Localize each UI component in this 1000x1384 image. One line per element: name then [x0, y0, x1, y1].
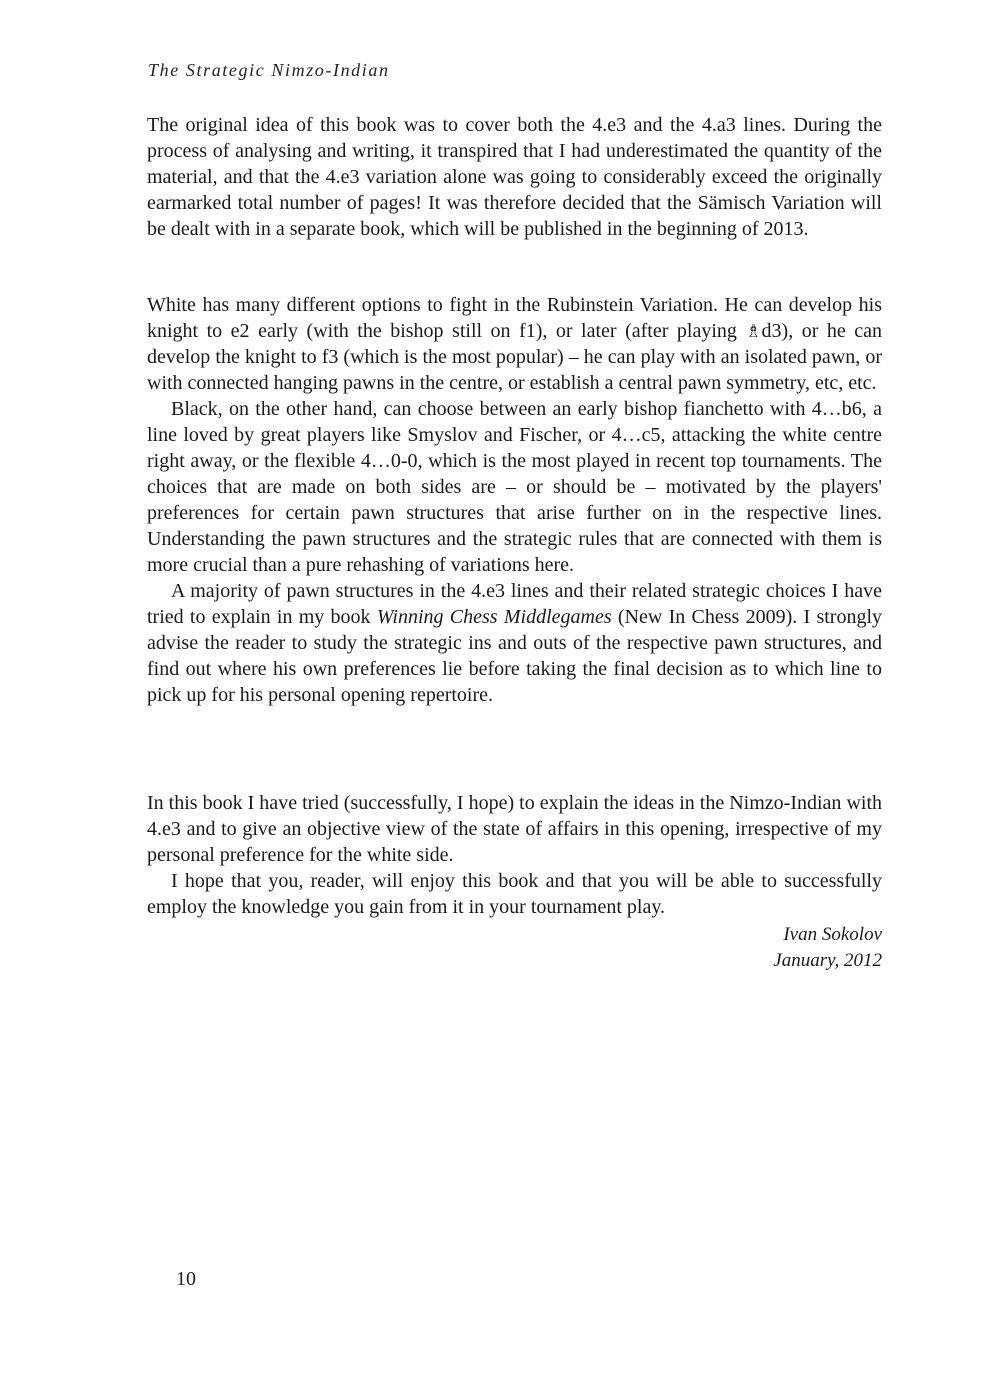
paragraph-book-aim: In this book I have tried (successfully, I hope) to explain the ideas in the Nimzo-Indian with 4.e3 and to give an objective view of the state of affairs in this opening, irrespective of my personal preference for the white side.	[147, 792, 882, 866]
bishop-icon: ♗	[745, 321, 762, 342]
signature-block	[773, 922, 882, 974]
paragraph-text: (New In Chess 2009). I strongly advise the reader to study the strategic ins and outs of the respective pawn structures, and find out where his own preferences lie before taking the final decision as to which line to pick up for his personal opening repertoire.	[147, 606, 883, 706]
paragraph-text: d3), or he can develop the knight to f3 (which is the most popular) – he can play with an isolated pawn, or with connected hanging pawns in the centre, or establish a central pawn symmetry, etc, etc.	[147, 320, 882, 394]
paragraph-book-scope: The original idea of this book was to cover both the 4.e3 and the 4.a3 lines. During the process of analysing and writing, it transpired that I had underestimated the quantity of the material, and that the 4.e3 variation alone was going to considerably exceed the originally earmarked total number of pages! It was therefore decided that the Sämisch Variation will be dealt with in a separate book, which will be published in the beginning of 2013.	[147, 114, 882, 240]
paragraph-text: White has many different options to fight in the Rubinstein Variation. He can develop his knight to e2 early (with the bishop still on f1), or later (after playing	[147, 294, 882, 342]
signature-date: January, 2012	[773, 950, 882, 971]
running-header: The Strategic Nimzo-Indian	[148, 60, 390, 80]
book-title: Winning Chess Middlegames	[376, 606, 612, 628]
paragraph-text: A majority of pawn structures in the 4.e3 lines and their related strategic choices I have tried to explain in my book	[147, 580, 882, 628]
paragraph-white-options	[147, 292, 882, 396]
closing-section	[147, 790, 882, 920]
paragraph-black-options: Black, on the other hand, can choose between an early bishop fianchetto with 4…b6, a line loved by great players like Smyslov and Fischer, or 4…c5, attacking the white centre right away, or the flexible 4…0-0, which is the most played in recent top tournaments. The choices that are made on both sides are – or should be – motivated by the players' preferences for certain pawn structures that arise further on in the respective lines. Understanding the pawn structures and the strategic rules that are connected with them is more crucial than a pure rehashing of variations here.	[147, 398, 882, 576]
intro-section	[147, 112, 882, 242]
author-name: Ivan Sokolov	[783, 924, 882, 945]
page-number: 10	[176, 1268, 196, 1290]
paragraph-wish: I hope that you, reader, will enjoy this book and that you will be able to successfully employ the knowledge you gain from it in your tournament play.	[147, 870, 882, 918]
paragraph-pawn-structures	[147, 578, 882, 708]
rubinstein-section	[147, 292, 882, 708]
